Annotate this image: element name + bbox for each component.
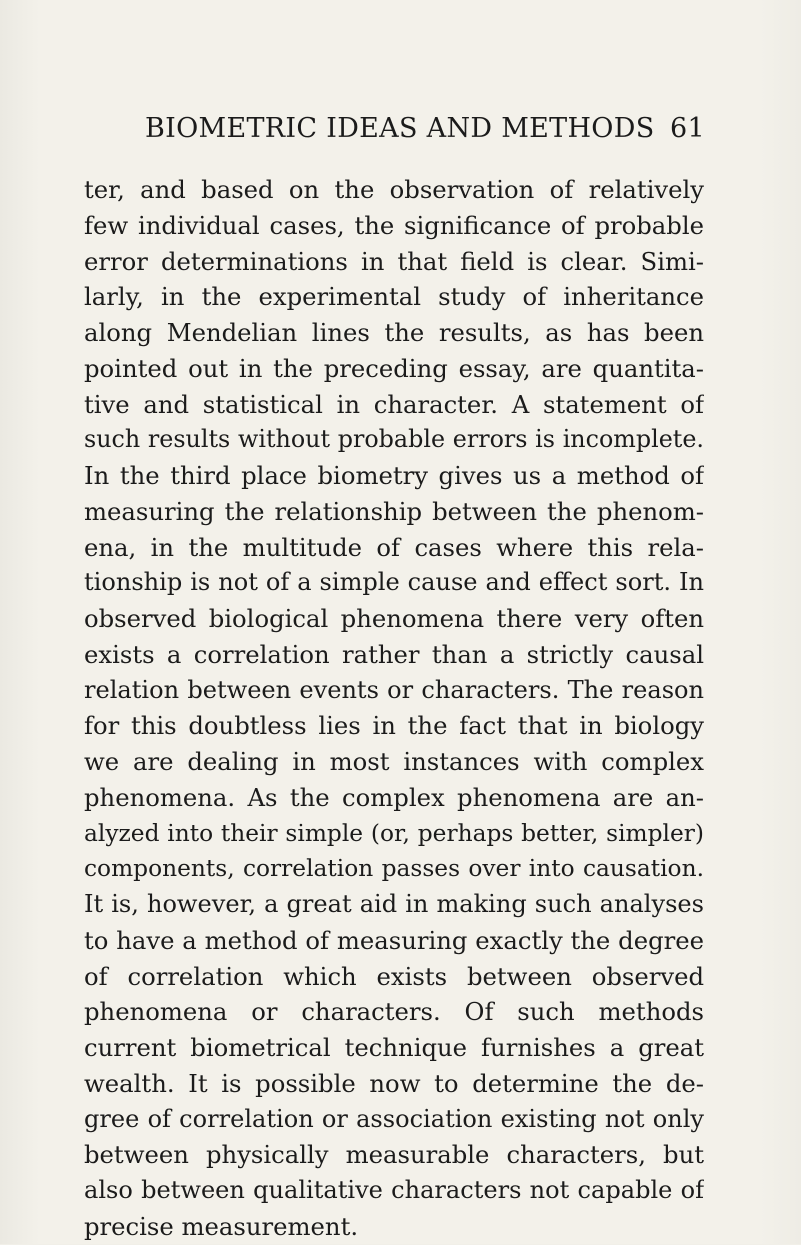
text-line: also between qualitative characters not capable of — [84, 1176, 704, 1204]
text-line: we are dealing in most instances with complex — [84, 747, 704, 776]
text-line: for this doubtless lies in the fact that in biology — [84, 711, 704, 741]
text-line: pointed out in the preceding essay, are quantita- — [84, 353, 704, 383]
text-line: In the third place biometry gives us a method of — [84, 461, 704, 490]
text-line: It is, however, a great aid in making such analyses — [84, 890, 704, 918]
running-header — [145, 113, 705, 153]
text-line: along Mendelian lines the results, as has been — [84, 318, 704, 347]
text-line: of correlation which exists between observed — [84, 961, 704, 991]
text-line: wealth. It is possible now to determine the de- — [84, 1068, 704, 1098]
text-line: few individual cases, the significance of probable — [84, 210, 704, 240]
text-line: tive and statistical in character. A statement of — [84, 389, 704, 419]
text-line: error determinations in that field is clear. Simi- — [84, 246, 704, 276]
text-line: phenomena or characters. Of such methods — [84, 997, 704, 1027]
text-line: phenomena. As the complex phenomena are an- — [84, 782, 704, 812]
text-line: ena, in the multitude of cases where this rela- — [84, 532, 704, 562]
text-line: to have a method of measuring exactly the degree — [84, 925, 704, 955]
text-line: relation between events or characters. The reason — [84, 675, 704, 704]
text-line: precise measurement. — [84, 1211, 359, 1241]
text-line: alyzed into their simple (or, perhaps better, simpler) — [84, 819, 704, 847]
text-line: ter, and based on the observation of relatively — [84, 175, 704, 204]
body-text — [84, 172, 704, 1245]
page-number: 61 — [670, 113, 705, 144]
text-line: gree of correlation or association existing not only — [84, 1104, 704, 1133]
text-line: between physically measurable characters, but — [84, 1140, 704, 1170]
text-line: components, correlation passes over into causation. — [84, 855, 704, 883]
text-line: larly, in the experimental study of inheritance — [84, 282, 704, 312]
running-title: BIOMETRIC IDEAS AND METHODS — [145, 113, 655, 144]
text-line: such results without probable errors is incomplete. — [84, 425, 704, 454]
text-line: measuring the relationship between the phenom- — [84, 496, 704, 526]
text-line: observed biological phenomena there very often — [84, 604, 704, 633]
text-line: current biometrical technique furnishes a great — [84, 1033, 704, 1062]
text-line: tionship is not of a simple cause and effect sort. In — [84, 568, 704, 597]
text-line: exists a correlation rather than a strictly causal — [84, 639, 704, 669]
